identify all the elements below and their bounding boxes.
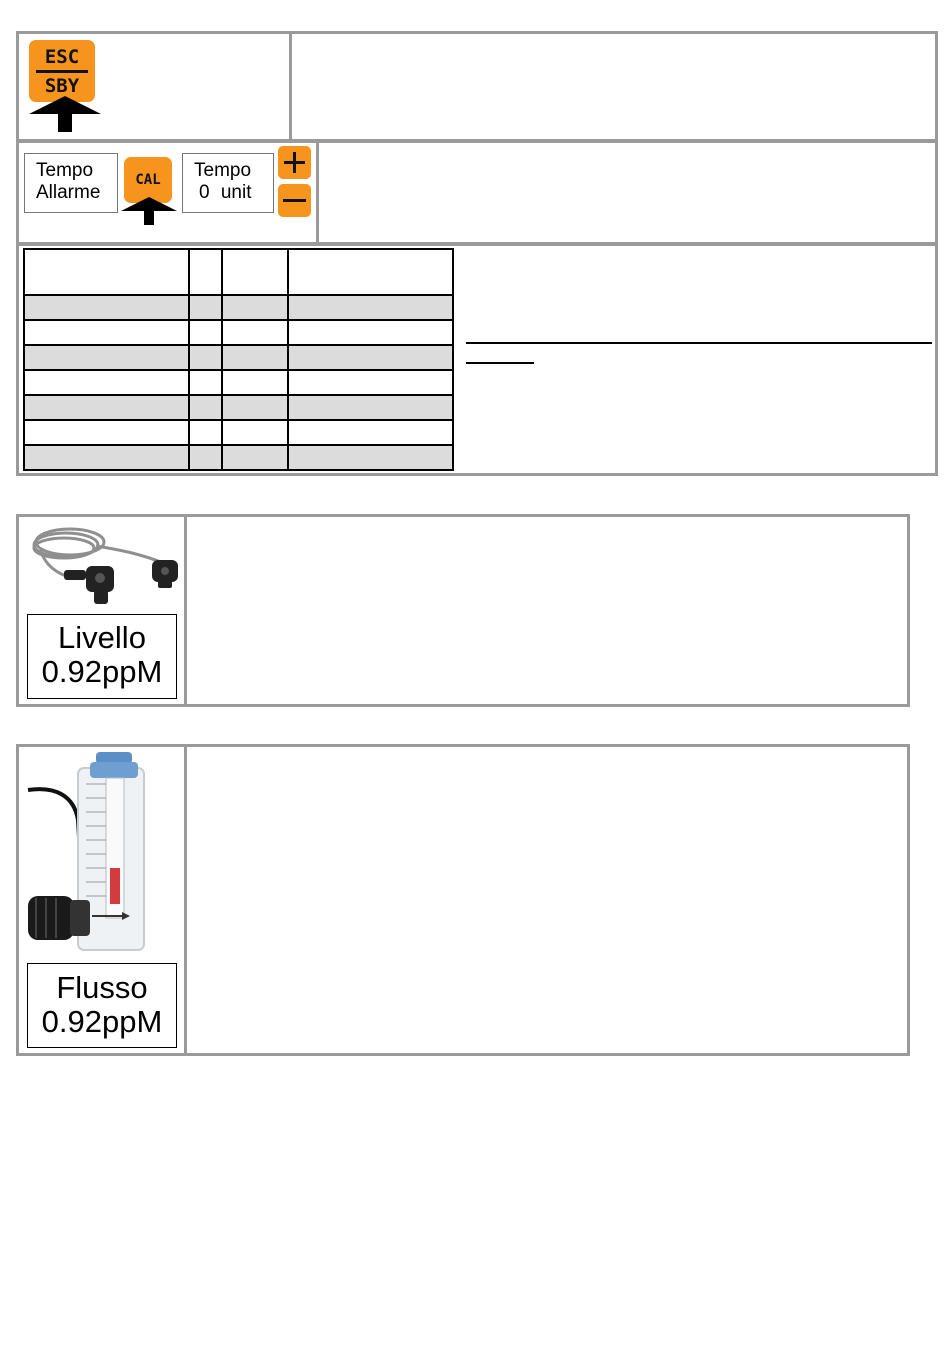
table-cell bbox=[222, 370, 288, 395]
flow-sensor-reading: 0.92ppM bbox=[41, 1004, 163, 1039]
time-display-value: 0 bbox=[199, 182, 210, 203]
level-sensor-name: Livello bbox=[58, 620, 146, 655]
flow-meter-image bbox=[26, 750, 166, 960]
table-cell bbox=[288, 395, 453, 420]
level-sensor-reading: 0.92ppM bbox=[41, 654, 163, 689]
plus-key[interactable] bbox=[278, 146, 311, 179]
table-cell bbox=[222, 420, 288, 445]
table-row bbox=[24, 295, 453, 320]
table-row bbox=[24, 395, 453, 420]
esc-sby-key[interactable] bbox=[29, 40, 95, 102]
table-cell bbox=[288, 445, 453, 470]
table-cell bbox=[24, 249, 189, 295]
table-row bbox=[24, 370, 453, 395]
cal-section-divider bbox=[316, 140, 319, 245]
table-cell bbox=[288, 295, 453, 320]
alarm-display-line2: Allarme bbox=[36, 182, 101, 203]
table-cell bbox=[222, 249, 288, 295]
table-header-row bbox=[24, 249, 453, 295]
table-cell bbox=[288, 320, 453, 345]
table-cell bbox=[189, 345, 222, 370]
time-value-display bbox=[182, 153, 274, 213]
level-section-divider bbox=[184, 514, 187, 707]
cal-key-label: CAL bbox=[135, 172, 161, 188]
up-arrow-icon bbox=[27, 94, 103, 134]
table-cell bbox=[24, 445, 189, 470]
esc-section-divider bbox=[289, 31, 292, 142]
minus-icon bbox=[278, 184, 311, 217]
table-cell bbox=[189, 249, 222, 295]
up-arrow-icon bbox=[120, 196, 178, 226]
alarm-time-display bbox=[24, 153, 118, 213]
table-cell bbox=[222, 345, 288, 370]
table-row bbox=[24, 445, 453, 470]
table-cell bbox=[222, 320, 288, 345]
time-display-unit: unit bbox=[220, 182, 252, 203]
table-cell bbox=[222, 395, 288, 420]
table-cell bbox=[222, 295, 288, 320]
table-cell bbox=[24, 345, 189, 370]
table-cell bbox=[288, 420, 453, 445]
table-cell bbox=[288, 370, 453, 395]
time-display-line2 bbox=[194, 182, 273, 204]
table-cell bbox=[189, 370, 222, 395]
table-cell bbox=[24, 370, 189, 395]
table-cell bbox=[288, 345, 453, 370]
table-cell bbox=[24, 295, 189, 320]
underline-rule-short bbox=[466, 362, 534, 364]
alarm-display-line1: Tempo bbox=[36, 160, 94, 181]
table-row bbox=[24, 420, 453, 445]
underline-rule-long bbox=[466, 342, 932, 344]
flow-section-divider bbox=[184, 744, 187, 1056]
time-display-line1: Tempo bbox=[194, 160, 252, 181]
sby-key-label: SBY bbox=[44, 74, 80, 97]
table-cell bbox=[288, 249, 453, 295]
table-cell bbox=[24, 420, 189, 445]
level-sensor-label bbox=[27, 614, 177, 699]
minus-key[interactable] bbox=[278, 184, 311, 217]
esc-key-label: ESC bbox=[44, 45, 80, 68]
table-cell bbox=[24, 395, 189, 420]
table-cell bbox=[222, 445, 288, 470]
settings-table bbox=[23, 248, 454, 471]
flow-sensor-name: Flusso bbox=[56, 970, 148, 1005]
table-cell bbox=[189, 395, 222, 420]
table-row bbox=[24, 345, 453, 370]
table-cell bbox=[189, 295, 222, 320]
table-cell bbox=[24, 320, 189, 345]
esc-key-separator bbox=[36, 70, 88, 73]
plus-icon bbox=[278, 146, 311, 179]
flow-sensor-label bbox=[27, 963, 177, 1048]
table-cell bbox=[189, 420, 222, 445]
table-row bbox=[24, 320, 453, 345]
level-sensor-image bbox=[26, 520, 184, 612]
table-cell bbox=[189, 445, 222, 470]
esc-key-section bbox=[16, 31, 938, 142]
table-cell bbox=[189, 320, 222, 345]
